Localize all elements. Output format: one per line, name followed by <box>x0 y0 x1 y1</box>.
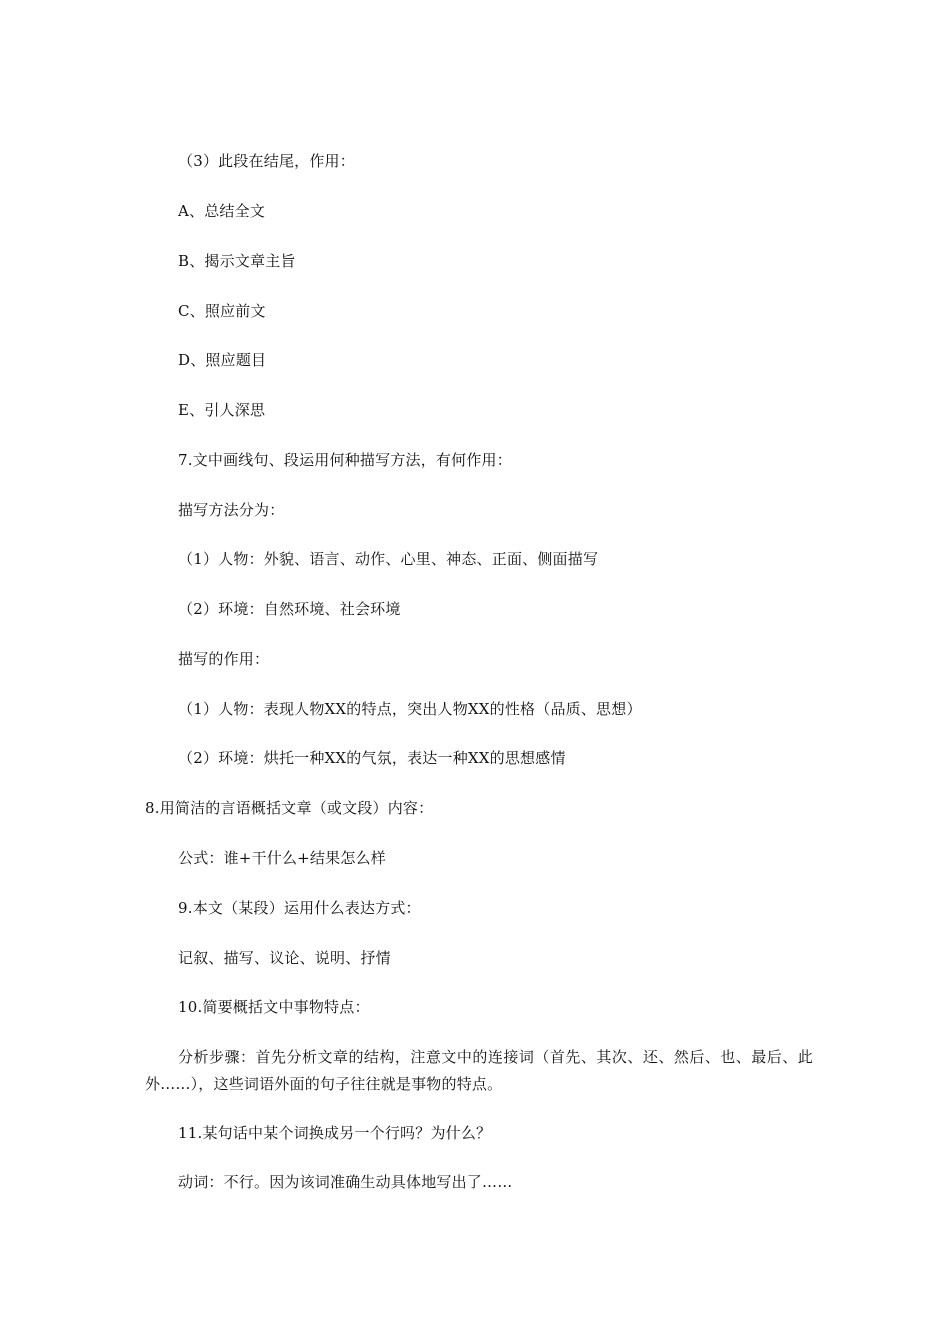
question-7-heading: 7.文中画线句、段运用何种描写方法，有何作用： <box>178 451 512 469</box>
verb-answer: 动词：不行。因为该词准确生动具体地写出了…… <box>178 1173 513 1191</box>
question-10-heading: 10.简要概括文中事物特点： <box>178 998 370 1016</box>
item-3-conclusion-role: （3）此段在结尾，作用： <box>178 152 355 170</box>
option-a: A、总结全文 <box>178 202 266 220</box>
description-method-environment: （2）环境：自然环境、社会环境 <box>178 600 401 618</box>
summary-formula: 公式：谁+干什么+结果怎么样 <box>178 849 386 867</box>
description-method-character: （1）人物：外貌、语言、动作、心里、神态、正面、侧面描写 <box>178 550 599 568</box>
description-effect-environment: （2）环境：烘托一种XX的气氛，表达一种XX的思想感情 <box>178 749 566 767</box>
option-b: B、揭示文章主旨 <box>178 252 296 270</box>
option-d: D、照应题目 <box>178 351 267 369</box>
description-effect-heading: 描写的作用： <box>178 650 270 668</box>
question-11-heading: 11.某句话中某个词换成另一个行吗？为什么？ <box>178 1124 492 1142</box>
question-9-heading: 9.本文（某段）运用什么表达方式： <box>178 899 421 917</box>
description-effect-character: （1）人物：表现人物XX的特点，突出人物XX的性格（品质、思想） <box>178 700 642 718</box>
expression-modes: 记叙、描写、议论、说明、抒情 <box>178 949 391 967</box>
option-e: E、引人深思 <box>178 401 266 419</box>
question-8-heading: 8.用简洁的言语概括文章（或文段）内容： <box>145 799 434 817</box>
description-methods-heading: 描写方法分为： <box>178 501 285 519</box>
option-c: C、照应前文 <box>178 302 266 320</box>
analysis-steps-paragraph: 分析步骤：首先分析文章的结构，注意文中的连接词（首先、其次、还、然后、也、最后、此外……），这些词语外面的句子往往就是事物的特点。 <box>145 1048 813 1093</box>
